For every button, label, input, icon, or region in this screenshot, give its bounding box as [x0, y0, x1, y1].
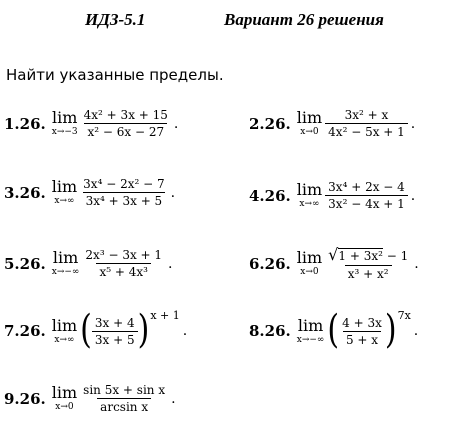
lim-word: lim [51, 177, 78, 196]
problem-5 [4, 249, 173, 278]
problem-9 [4, 384, 176, 413]
period: . [182, 323, 188, 339]
denominator: x³ + x² [345, 265, 392, 280]
problem-number: 6.26. [249, 254, 291, 273]
limit-operator [297, 250, 322, 277]
problem-8 [249, 307, 419, 354]
lim-subscript: x→−∞ [296, 334, 325, 345]
problem-number: 8.26. [249, 322, 291, 340]
lim-word: lim [52, 108, 78, 127]
instruction-text: Найти указанные пределы. [6, 66, 224, 84]
problem-7 [4, 307, 188, 354]
numerator: 3x + 4 [94, 315, 135, 330]
fraction [339, 317, 385, 346]
numerator: 4 + 3x [342, 315, 382, 330]
lim-subscript: x→∞ [299, 199, 320, 209]
problem-number: 3.26. [4, 183, 46, 202]
period: . [168, 255, 173, 272]
lim-subscript: x→0 [300, 267, 319, 277]
exponent: 7x [397, 308, 411, 322]
idz-title: ИДЗ-5.1 [85, 10, 146, 29]
limit-operator [52, 250, 80, 277]
period: . [414, 255, 419, 272]
lim-subscript: x→∞ [54, 334, 75, 345]
right-paren: ) [137, 307, 150, 354]
numerator: 3x² + x [344, 108, 389, 122]
numerator: 2x³ − 3x + 1 [85, 248, 163, 262]
lim-subscript: x→−3 [51, 127, 78, 137]
page-header [0, 10, 460, 36]
denominator: 3x⁴ + 3x + 5 [83, 192, 166, 207]
exponent: x + 1 [150, 308, 180, 322]
left-paren: ( [80, 307, 92, 354]
problem-number: 4.26. [249, 186, 291, 205]
numerator: 4x² + 3x + 15 [83, 108, 168, 122]
limit-operator [296, 315, 325, 345]
right-paren: ) [384, 307, 397, 354]
fraction [325, 181, 408, 210]
lim-word: lim [296, 108, 323, 127]
limit-operator [52, 110, 78, 137]
period: . [170, 184, 176, 201]
left-paren: ( [327, 307, 340, 354]
denominator: 4x² − 5x + 1 [325, 123, 408, 138]
numerator [325, 247, 411, 265]
fraction [325, 109, 408, 138]
period: . [173, 115, 179, 132]
problem-2 [249, 109, 415, 138]
fraction [82, 249, 165, 278]
lim-subscript: x→0 [300, 127, 319, 137]
denominator: x⁵ + 4x³ [96, 263, 150, 278]
problem-1 [4, 109, 178, 138]
radicand: 1 + 3x² [338, 249, 383, 263]
problem-number: 9.26. [4, 389, 46, 408]
problem-number: 1.26. [4, 114, 46, 133]
denominator: arcsin x [97, 398, 151, 413]
fraction [80, 384, 168, 413]
fraction [80, 178, 167, 207]
period: . [171, 390, 176, 407]
lim-word: lim [296, 180, 323, 199]
numerator-tail: − 1 [382, 249, 409, 263]
limit-operator [51, 315, 78, 345]
variant-title: Вариант 26 решения [224, 10, 384, 29]
denominator: 3x² − 4x + 1 [325, 195, 408, 210]
problem-number: 7.26. [4, 322, 46, 340]
denominator: x² − 6x − 27 [84, 123, 167, 138]
fraction [81, 109, 171, 138]
lim-subscript: x→0 [55, 402, 74, 412]
limit-operator [297, 110, 322, 137]
period: . [410, 187, 416, 204]
denominator: 5 + x [343, 331, 381, 346]
problem-number: 5.26. [4, 254, 46, 273]
lim-word: lim [297, 315, 324, 335]
problem-3 [4, 178, 175, 207]
limit-operator [297, 182, 322, 209]
numerator: 3x⁴ + 2x − 4 [328, 180, 405, 194]
numerator: 3x⁴ − 2x² − 7 [83, 177, 165, 191]
problem-number: 2.26. [249, 114, 291, 133]
lim-subscript: x→∞ [54, 196, 75, 206]
lim-word: lim [51, 315, 78, 335]
problem-6 [249, 247, 419, 280]
lim-subscript: x→−∞ [51, 267, 80, 277]
limit-operator [52, 179, 77, 206]
lim-word: lim [51, 383, 78, 402]
fraction [325, 247, 411, 280]
period: . [410, 115, 416, 132]
denominator: 3x + 5 [92, 331, 138, 346]
period: . [413, 323, 419, 339]
lim-word: lim [52, 248, 79, 267]
numerator: sin 5x + sin x [83, 383, 166, 397]
limit-operator [52, 385, 77, 412]
problem-4 [249, 181, 415, 210]
fraction [92, 317, 138, 346]
lim-word: lim [296, 248, 323, 267]
radical-sign: √ [328, 245, 339, 264]
